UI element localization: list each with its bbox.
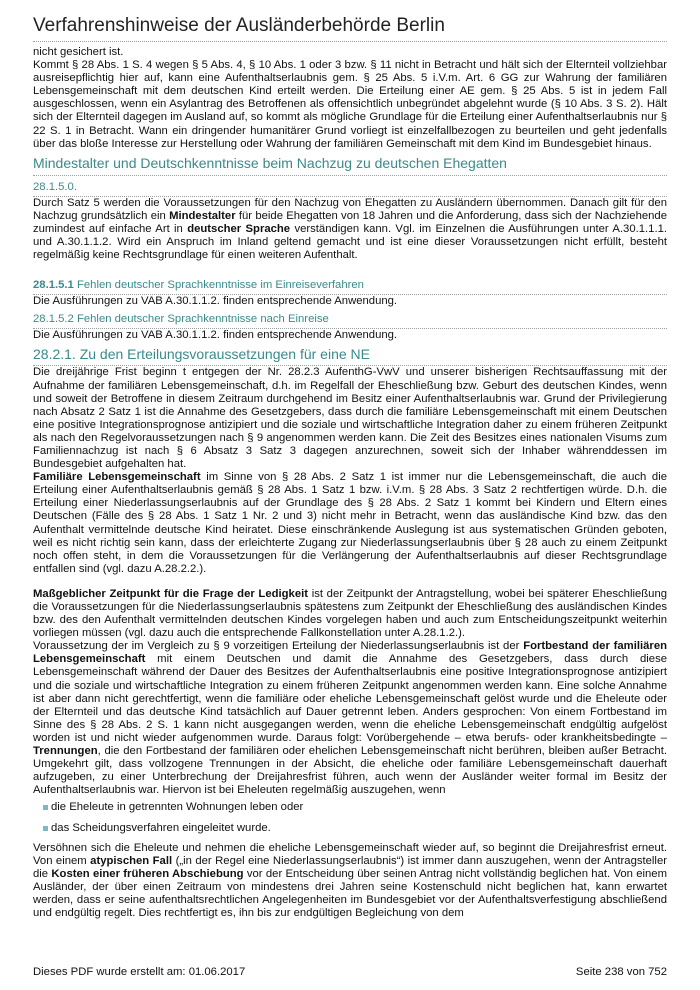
text-run: Durch Satz 5 werden die Voraussetzungen für den Nachzug von Ehegatten zu Ausländern übernommen. Danach gilt für den Nachzug grundsätzlich ein <box>33 196 667 222</box>
text-run: für beide Ehegatten von 18 Jahren und die Anforderung, dass sich der Nachziehende zumindest auf einfache Art in <box>33 209 667 235</box>
paragraph-28-1-5-2: Die Ausführungen zu VAB A.30.1.1.2. finden entsprechende Anwendung. <box>33 329 398 342</box>
text-run: vor der Entscheidung über seinen Antrag nicht vollständig beglichen hat. Von einem Ausländer, der über einen Zeitraum von mindestens drei Jahren seine Kostenschuld nicht beglichen hat, kann erwartet werden, dass er seine aufenthaltsrechtlichen Angelegenheiten im Bundesgebiet vor der Aufenthaltsverfestigung abschließend und endgültig regelt. Dies rechtfertigt es, ihn bis zur endgültigen Begleichung von dem <box>33 867 668 920</box>
document-title: Verfahrenshinweise der Ausländerbehörde Berlin <box>33 15 445 36</box>
text-run: im Sinne von § 28 Abs. 2 Satz 1 ist immer nur die Lebensgemeinschaft, die auch die Erteilung einer Aufenthaltserlaubnis gemäß § 28 Abs. 1 Satz 1 bzw. i.V.m. § 28 Abs. 3 Satz 2 rechtfertigen würde. D.h. die Erteilung einer Niederlassungserlaubnis auf der Grundlage des § 28 Abs. 2 Satz 1 kommt bei Kindern und Eltern eines Deutschen (Fälle des § 28 Abs. 1 Satz 1 Nr. 2 und 3) nicht mehr in Betracht, wenn das ausländische Kind bzw. das den Aufenthalt vermittelnde deutsche Kind heiratet. Diese einschränkende Auslegung ist aus systematischen Gründen geboten, weil es nicht richtig sein kann, dass der erleichterte Zugang zur Niederlassungserlaubnis über § 28 auch zu einem Zeitpunkt noch offen steht, in dem die Voraussetzungen für die Verlängerung der Aufenthaltserlaubnis auf dieser Rechtsgrundlage entfallen sind (vgl. dazu A.28.2.2.). <box>33 471 668 575</box>
list-item: die Eheleute in getrennten Wohnungen leben oder <box>43 801 667 814</box>
bold-trennungen: Trennungen <box>33 745 98 758</box>
text-run: Voraussetzung der im Vergleich zu § 9 vorzeitigen Erteilung der Niederlassungserlaubnis ist der <box>33 640 524 653</box>
section-heading-mindestalter: Mindestalter und Deutschkenntnisse beim Nachzug zu deutschen Ehegatten <box>33 155 667 176</box>
page-footer <box>33 966 667 979</box>
intro-paragraph-1: nicht gesichert ist. <box>33 46 124 58</box>
section-heading-28-1-5-1 <box>33 278 667 295</box>
title-divider <box>33 41 667 42</box>
bold-kosten-abschiebung: Kosten einer früheren Abschiebung <box>51 867 244 880</box>
paragraph-28-1-5-1: Die Ausführungen zu VAB A.30.1.1.2. finden entsprechende Anwendung. <box>33 295 398 308</box>
section-heading-28-1-5-0: 28.1.5.0. <box>33 180 667 197</box>
bullet-list <box>33 801 667 834</box>
text-run: mit einem Deutschen und damit die Annahme des Gesetzgebers, dass durch diese Lebensgemeinschaft während der Dauer des Besitzes der Aufenthaltserlaubnis eine positive Integrationsprognose antizipiert und die soziale und wirtschaftliche Integration zu einem früheren Zeitpunkt angenommen werden kann. Eine solche Annahme ist aber dann nicht gerechtfertigt, wenn die familiäre oder eheliche Lebensgemeinschaft gelöst wurde und die Eheleute oder der Elternteil und das deutsche Kind tatsächlich auf Dauer getrennt leben. Anders gesprochen: Von einem Fortbestand im Sinne des § 28 Abs. 2 S. 1 kann nicht ausgegangen werden, wenn die eheliche Lebensgemeinschaft endgültig aufgelöst worden ist und nicht wieder aufgenommen wurde. Daraus folgt: Vorübergehende – etwa berufs- oder krankheitsbedingte – <box>33 653 667 744</box>
text-run: („in der Regel eine Niederlassungserlaubnis“) ist immer dann auszugehen, wenn der Antragsteller die <box>33 854 667 880</box>
text-run: Versöhnen sich die Eheleute und nehmen die eheliche Lebensgemeinschaft wieder auf, so beginnt die Dreijahresfrist erneut. Von einem <box>33 841 667 867</box>
bold-atypischer-fall: atypischen Fall <box>90 854 173 867</box>
bold-massgeblicher-zeitpunkt: Maßgeblicher Zeitpunkt für die Frage der Ledigkeit <box>33 587 309 600</box>
footer-created-date: Dieses PDF wurde erstellt am: 01.06.2017 <box>33 966 246 978</box>
bold-fortbestand: Fortbestand der familiären Lebensgemeinschaft <box>33 640 667 666</box>
footer-page-number: Seite 238 von 752 <box>575 966 667 978</box>
spacer <box>33 576 667 588</box>
intro-paragraph-2: Kommt § 28 Abs. 1 S. 4 wegen § 5 Abs. 4, § 10 Abs. 1 oder 3 bzw. § 11 nicht in Betracht und hält sich der Elternteil vollziehbar ausreisepflichtig hier auf, kann eine Aufenthaltserlaubnis gem. § 25 Abs. 5 i.V.m. Art. 6 GG zur Wahrung der familiären Lebensgemeinschaft mit dem deutschen Kind erteilt werden. Die Erteilung einer AE gem. § 25 Abs. 5 ist in jedem Fall ausgeschlossen, wenn ein Asylantrag des Betroffenen als offensichtlich unbegründet abgelehnt wurde (§ 10 Abs. 3 S. 2). Hält sich der Elternteil dagegen im Ausland auf, so kommt als mögliche Grundlage für die Erteilung einer Aufenthaltserlaubnis nur § 22 S. 1 in Betracht. Wann ein dringender humanitärer Grund vorliegt ist einzelfallbezogen zu beurteilen und geht jedenfalls über das bloße Interesse zur Herstellung oder Wahrung der familiären Gemeinschaft mit dem Kind im Bundesgebiet hinaus. <box>33 59 667 150</box>
paragraph-28-2-1-3 <box>33 588 667 640</box>
paragraph-28-2-1-2 <box>33 471 667 576</box>
bold-familiaere-lebensgemeinschaft: Familiäre Lebensgemeinschaft <box>33 471 201 484</box>
paragraph-28-2-1-4 <box>33 640 667 797</box>
section-heading-28-2-1: 28.2.1. Zu den Erteilungsvoraussetzungen für eine NE <box>33 346 667 366</box>
list-item: das Scheidungsverfahren eingeleitet wurde. <box>43 822 667 835</box>
section-number: 28.1.5.1 <box>33 279 74 292</box>
paragraph-28-2-1-1: Die dreijährige Frist beginn t entgegen der Nr. 28.2.3 AufenthG-VwV und unserer bisherigen Rechtsauffassung mit der Aufnahme der familiären Lebensgemeinschaft, d.h. im Regelfall der Eheschließung bzw. Geburt des deutschen Kindes, wenn und soweit der Betroffene in diesem Zeitraum durchgehend im Besitz einer Aufenthaltserlaubnis war. Grund der Privilegierung nach Absatz 2 Satz 1 ist die Annahme des Gesetzgebers, dass durch die familiäre Lebensgemeinschaft mit einem Deutschen eine positive Integrationsprognose antizipiert und die soziale und wirtschaftliche Integration daher zu einem früheren Zeitpunkt als nach den Regelvoraussetzungen nach § 9 angenommen werden kann. Die Zeit des Besitzes eines nationalen Visums zum Familiennachzug ist nach § 6 Absatz 3 Satz 3 dagegen anzurechnen, soweit sich der Inhaber währenddessen im Bundesgebiet aufgehalten hat. <box>33 366 667 471</box>
section-title: Fehlen deutscher Sprachkenntnisse im Einreiseverfahren <box>73 279 364 292</box>
paragraph-28-2-1-5 <box>33 842 667 921</box>
text-run: verständigen kann. Vgl. im Einzelnen die Ausführungen unter A.30.1.1.1. und A.30.1.1.2. Wird ein Anspruch im Inland geltend gemacht und ist eine dieser Voraussetzungen nicht erfüllt, besteht regelmäßig keine Rechtsgrundlage für einen weiteren Aufenthalt. <box>33 222 668 262</box>
spacer <box>33 262 667 274</box>
text-run: , die den Fortbestand der familiären oder ehelichen Lebensgemeinschaft nicht berühren, bleiben außer Betracht. Umgekehrt gilt, dass vollzogene Trennungen in der Absicht, die eheliche oder familiäre Lebensgemeinschaft dauerhaft aufzugeben, zu einer Unterbrechung der Dreijahresfrist führen, auch wenn der Ausländer weiter formal im Besitz der Aufenthaltserlaubnis war. Hiervon ist bei Eheleuten regelmäßig auszugehen, wenn <box>33 745 667 797</box>
bold-mindestalter: Mindestalter <box>169 209 236 222</box>
bold-deutsche-sprache: deutscher Sprache <box>187 222 291 235</box>
paragraph-28-1-5-0 <box>33 197 667 262</box>
text-run: ist der Zeitpunkt der Antragstellung, wobei bei späterer Eheschließung die Voraussetzungen für die Niederlassungserlaubnis spätestens zum Zeitpunkt der Eheschließung des ausländischen Kindes bzw. des den Aufenthalt vermittelnden deutschen Kindes vorgelegen haben und auch zum Entscheidungszeitpunkt weiterhin vorliegen müssen (vgl. dazu auch die entsprechende Fallkonstellation unter A.28.1.2.). <box>33 587 668 640</box>
section-heading-28-1-5-2: 28.1.5.2 Fehlen deutscher Sprachkenntnisse nach Einreise <box>33 312 667 329</box>
